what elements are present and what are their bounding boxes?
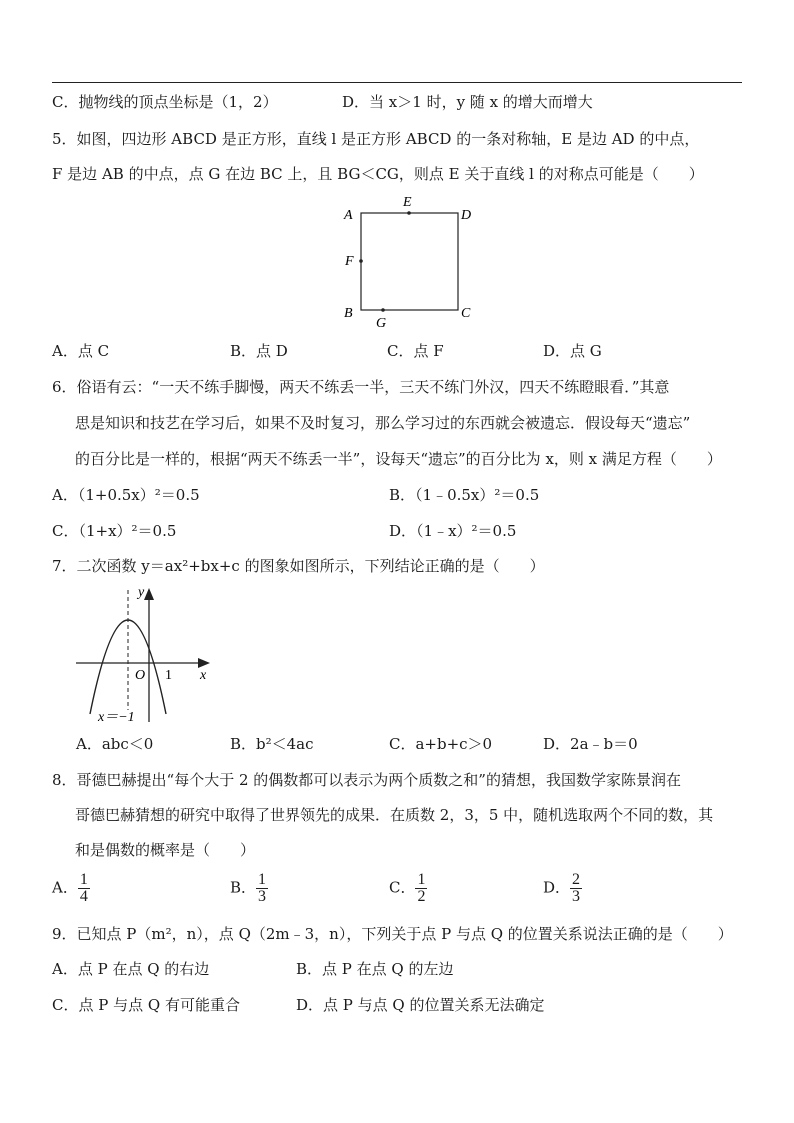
- x-axis-arrow: [198, 658, 210, 668]
- q8-option-c-fraction: [415, 872, 427, 905]
- q5-stem-line2: F 是边 AB 的中点，点 G 在边 BC 上，且 BG＜CG，则点 E 关于直线 l 的对称点可能是（ ）: [52, 165, 704, 183]
- q9-option-d: D．点 P 与点 Q 的位置关系无法确定: [296, 996, 545, 1014]
- q8-option-a: [52, 872, 90, 905]
- q5-option-b: B．点 D: [230, 342, 288, 360]
- q9-option-c: C．点 P 与点 Q 有可能重合: [52, 996, 240, 1014]
- q8-option-c-den: 2: [417, 888, 426, 905]
- q8-option-c: [389, 872, 427, 905]
- q8-option-a-fraction: [78, 872, 90, 905]
- q8-option-b-label: B．: [230, 878, 257, 897]
- q8-option-d-fraction: [570, 872, 582, 905]
- point-f: [359, 259, 363, 263]
- q6-stem-line2: 思是知识和技艺在学习后，如果不及时复习，那么学习过的东西就会被遗忘．假设每天“遗忘”: [75, 414, 691, 432]
- q8-option-a-num: 1: [79, 871, 88, 888]
- q6-option-b: B．（1﹣0.5x）²＝0.5: [389, 486, 540, 504]
- q7-stem: 7．二次函数 y＝ax²+bx+c 的图象如图所示，下列结论正确的是（ ）: [52, 557, 545, 575]
- q7-option-a: A．abc＜0: [76, 735, 154, 753]
- label-c: C: [461, 306, 471, 321]
- q8-option-b: [230, 872, 268, 905]
- q6-option-a: A．（1+0.5x）²＝0.5: [52, 486, 200, 504]
- q8-stem-line3: 和是偶数的概率是（ ）: [75, 841, 256, 859]
- square-abcd: [361, 213, 458, 310]
- point-e: [407, 211, 411, 215]
- q8-option-d-den: 3: [572, 888, 581, 905]
- label-f: F: [345, 254, 354, 269]
- q8-option-d-label: D．: [543, 878, 571, 897]
- q8-option-a-label: A．: [52, 878, 78, 897]
- q8-stem-line1: 8．哥德巴赫提出“每个大于 2 的偶数都可以表示为两个质数之和”的猜想，我国数学家陈景润在: [52, 771, 681, 789]
- q4-option-c: C．抛物线的顶点坐标是（1，2）: [52, 93, 278, 111]
- point-g: [381, 308, 385, 312]
- q8-option-b-fraction: [256, 872, 268, 905]
- label-a: A: [344, 208, 353, 223]
- q7-option-d: D．2a﹣b＝0: [543, 735, 638, 753]
- q9-option-a: A．点 P 在点 Q 的右边: [52, 960, 210, 978]
- q6-stem-line1: 6．俗语有云：“一天不练手脚慢，两天不练丢一半，三天不练门外汉，四天不练瞪眼看．”其意: [52, 378, 670, 396]
- label-x: x: [200, 668, 207, 683]
- q7-parabola-figure: [70, 578, 220, 728]
- q8-option-c-label: C．: [389, 878, 416, 897]
- q5-square-figure: [335, 193, 485, 333]
- q8-option-d-num: 2: [572, 871, 581, 888]
- q8-option-b-den: 3: [258, 888, 267, 905]
- q8-stem-line2: 哥德巴赫猜想的研究中取得了世界领先的成果．在质数 2，3，5 中，随机选取两个不同的数，其: [75, 806, 714, 824]
- label-origin: O: [135, 668, 146, 683]
- q7-option-b: B．b²＜4ac: [230, 735, 314, 753]
- label-e: E: [403, 195, 412, 210]
- label-b: B: [344, 306, 353, 321]
- label-one: 1: [165, 668, 172, 683]
- q5-option-c: C．点 F: [387, 342, 444, 360]
- q5-stem-line1: 5．如图，四边形 ABCD 是正方形，直线 l 是正方形 ABCD 的一条对称轴，E 是边 AD 的中点，: [52, 130, 700, 148]
- q7-option-c: C．a+b+c＞0: [389, 735, 493, 753]
- y-axis-arrow: [144, 588, 154, 600]
- q6-option-d: D．（1﹣x）²＝0.5: [389, 522, 517, 540]
- q8-option-b-num: 1: [258, 871, 267, 888]
- q4-option-d: D．当 x＞1 时，y 随 x 的增大而增大: [342, 93, 593, 111]
- label-g: G: [376, 316, 387, 331]
- q8-option-d: [543, 872, 582, 905]
- label-symmetry: x＝−1: [98, 710, 135, 725]
- q8-option-c-num: 1: [417, 871, 426, 888]
- header-rule: [52, 82, 742, 83]
- q9-option-b: B．点 P 在点 Q 的左边: [296, 960, 454, 978]
- q5-option-a: A．点 C: [52, 342, 110, 360]
- label-d: D: [461, 208, 472, 223]
- q5-option-d: D．点 G: [543, 342, 602, 360]
- q6-stem-line3: 的百分比是一样的，根据“两天不练丢一半”，设每天“遗忘”的百分比为 x，则 x 满足方程（ ）: [75, 450, 722, 468]
- q8-option-a-den: 4: [79, 888, 88, 905]
- q6-option-c: C．（1+x）²＝0.5: [52, 522, 177, 540]
- q9-stem: 9．已知点 P（m²，n），点 Q（2m﹣3，n），下列关于点 P 与点 Q 的位置关系说法正确的是（ ）: [52, 925, 733, 943]
- label-y: y: [138, 585, 145, 600]
